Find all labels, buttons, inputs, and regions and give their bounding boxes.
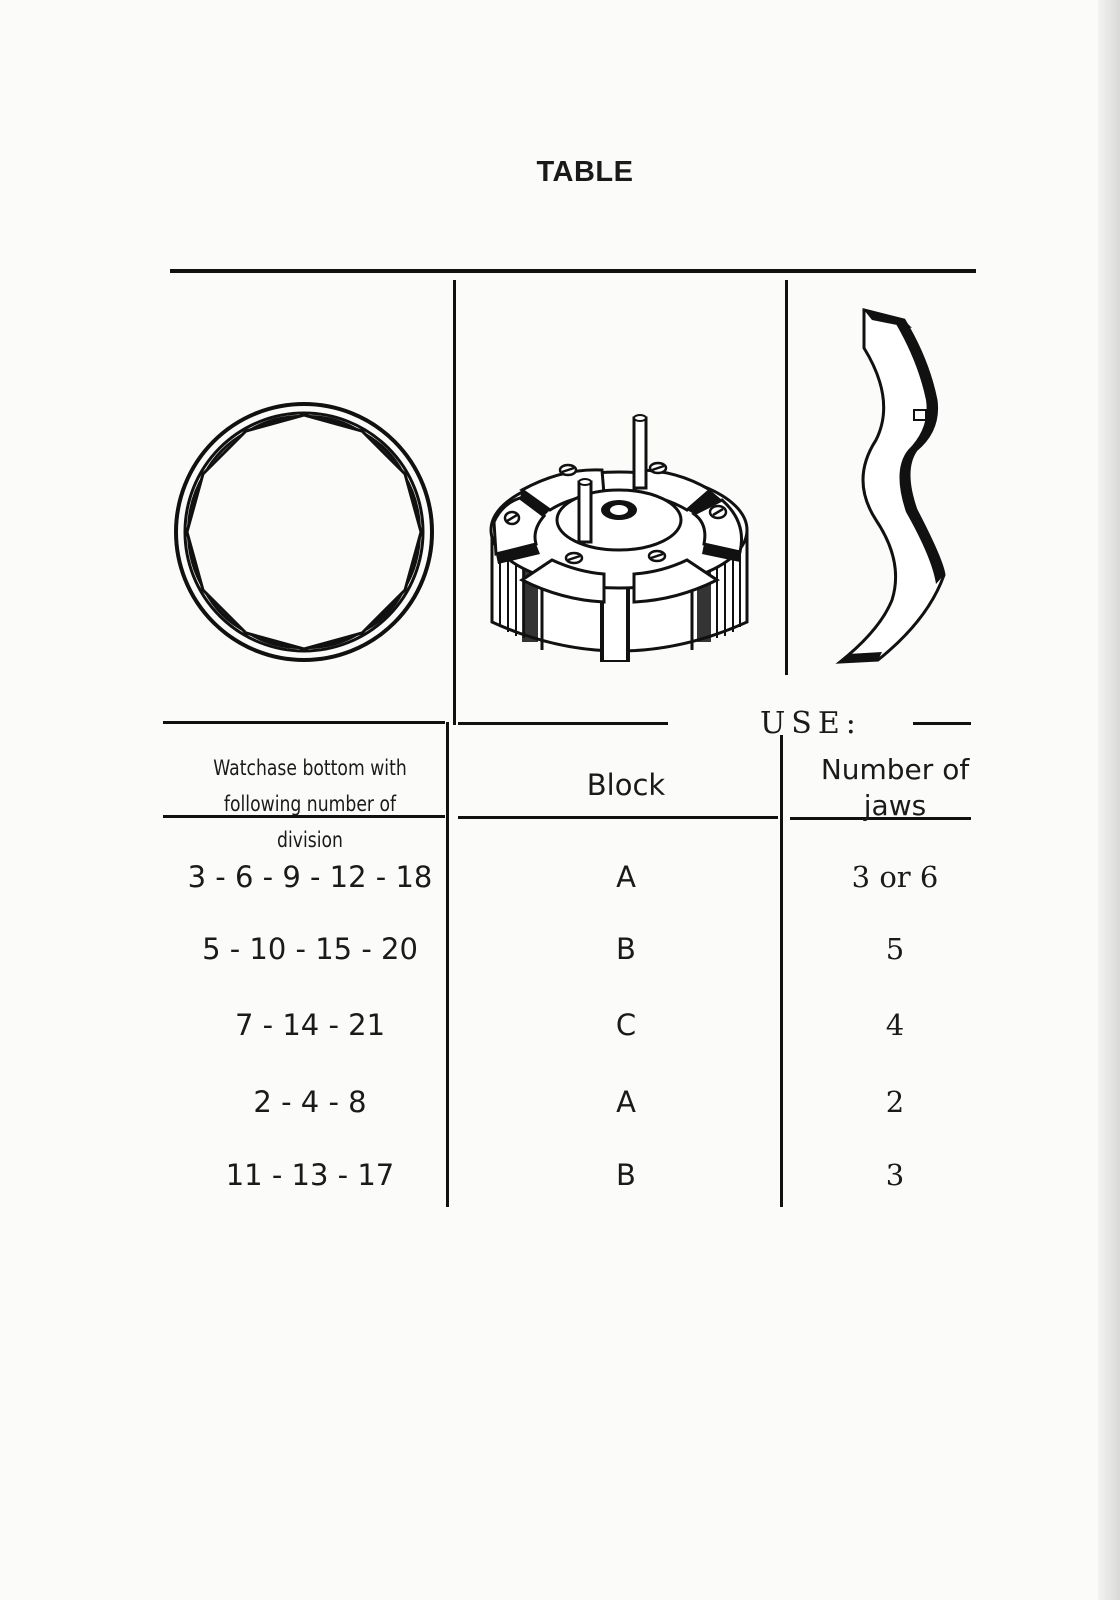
table-cell-division: 7 - 14 - 21	[234, 1008, 386, 1042]
header-rule-col1-top	[163, 721, 445, 724]
table-cell-block: B	[616, 1158, 636, 1192]
column-divider-left	[453, 280, 456, 725]
table-cell-block: A	[616, 1085, 636, 1119]
use-label: USE:	[760, 706, 862, 741]
column-divider-right	[785, 280, 788, 675]
table-cell-block: A	[616, 860, 636, 894]
table-cell-jaws: 4	[885, 1008, 905, 1042]
table-cell-block: C	[615, 1008, 637, 1042]
header-rule-col2-bottom	[458, 816, 778, 819]
table-cell-jaws: 3	[885, 1158, 905, 1192]
block-chuck-icon	[482, 412, 757, 670]
table-cell-block: B	[616, 932, 636, 966]
column-divider-right-lower	[780, 735, 783, 1207]
watchcase-bottom-ring-icon	[172, 400, 437, 665]
jaw-icon	[832, 300, 957, 670]
header-division: Watchase bottom with following number of division	[213, 756, 407, 852]
header-rule-col2-top	[458, 722, 668, 725]
header-jaws: Number of jaws	[820, 753, 970, 822]
table-cell-jaws: 5	[885, 932, 905, 966]
page-edge	[1098, 0, 1120, 1600]
table-cell-jaws: 2	[885, 1085, 905, 1119]
table-cell-division: 2 - 4 - 8	[253, 1085, 367, 1119]
header-rule-col3-top	[913, 722, 971, 725]
header-block: Block	[586, 768, 666, 802]
table-cell-division: 5 - 10 - 15 - 20	[202, 932, 418, 966]
top-rule	[170, 269, 976, 273]
table-cell-division: 11 - 13 - 17	[225, 1158, 395, 1192]
table-cell-jaws: 3 or 6	[851, 860, 939, 894]
table-cell-division: 3 - 6 - 9 - 12 - 18	[187, 860, 433, 894]
page-title: TABLE	[536, 156, 634, 188]
